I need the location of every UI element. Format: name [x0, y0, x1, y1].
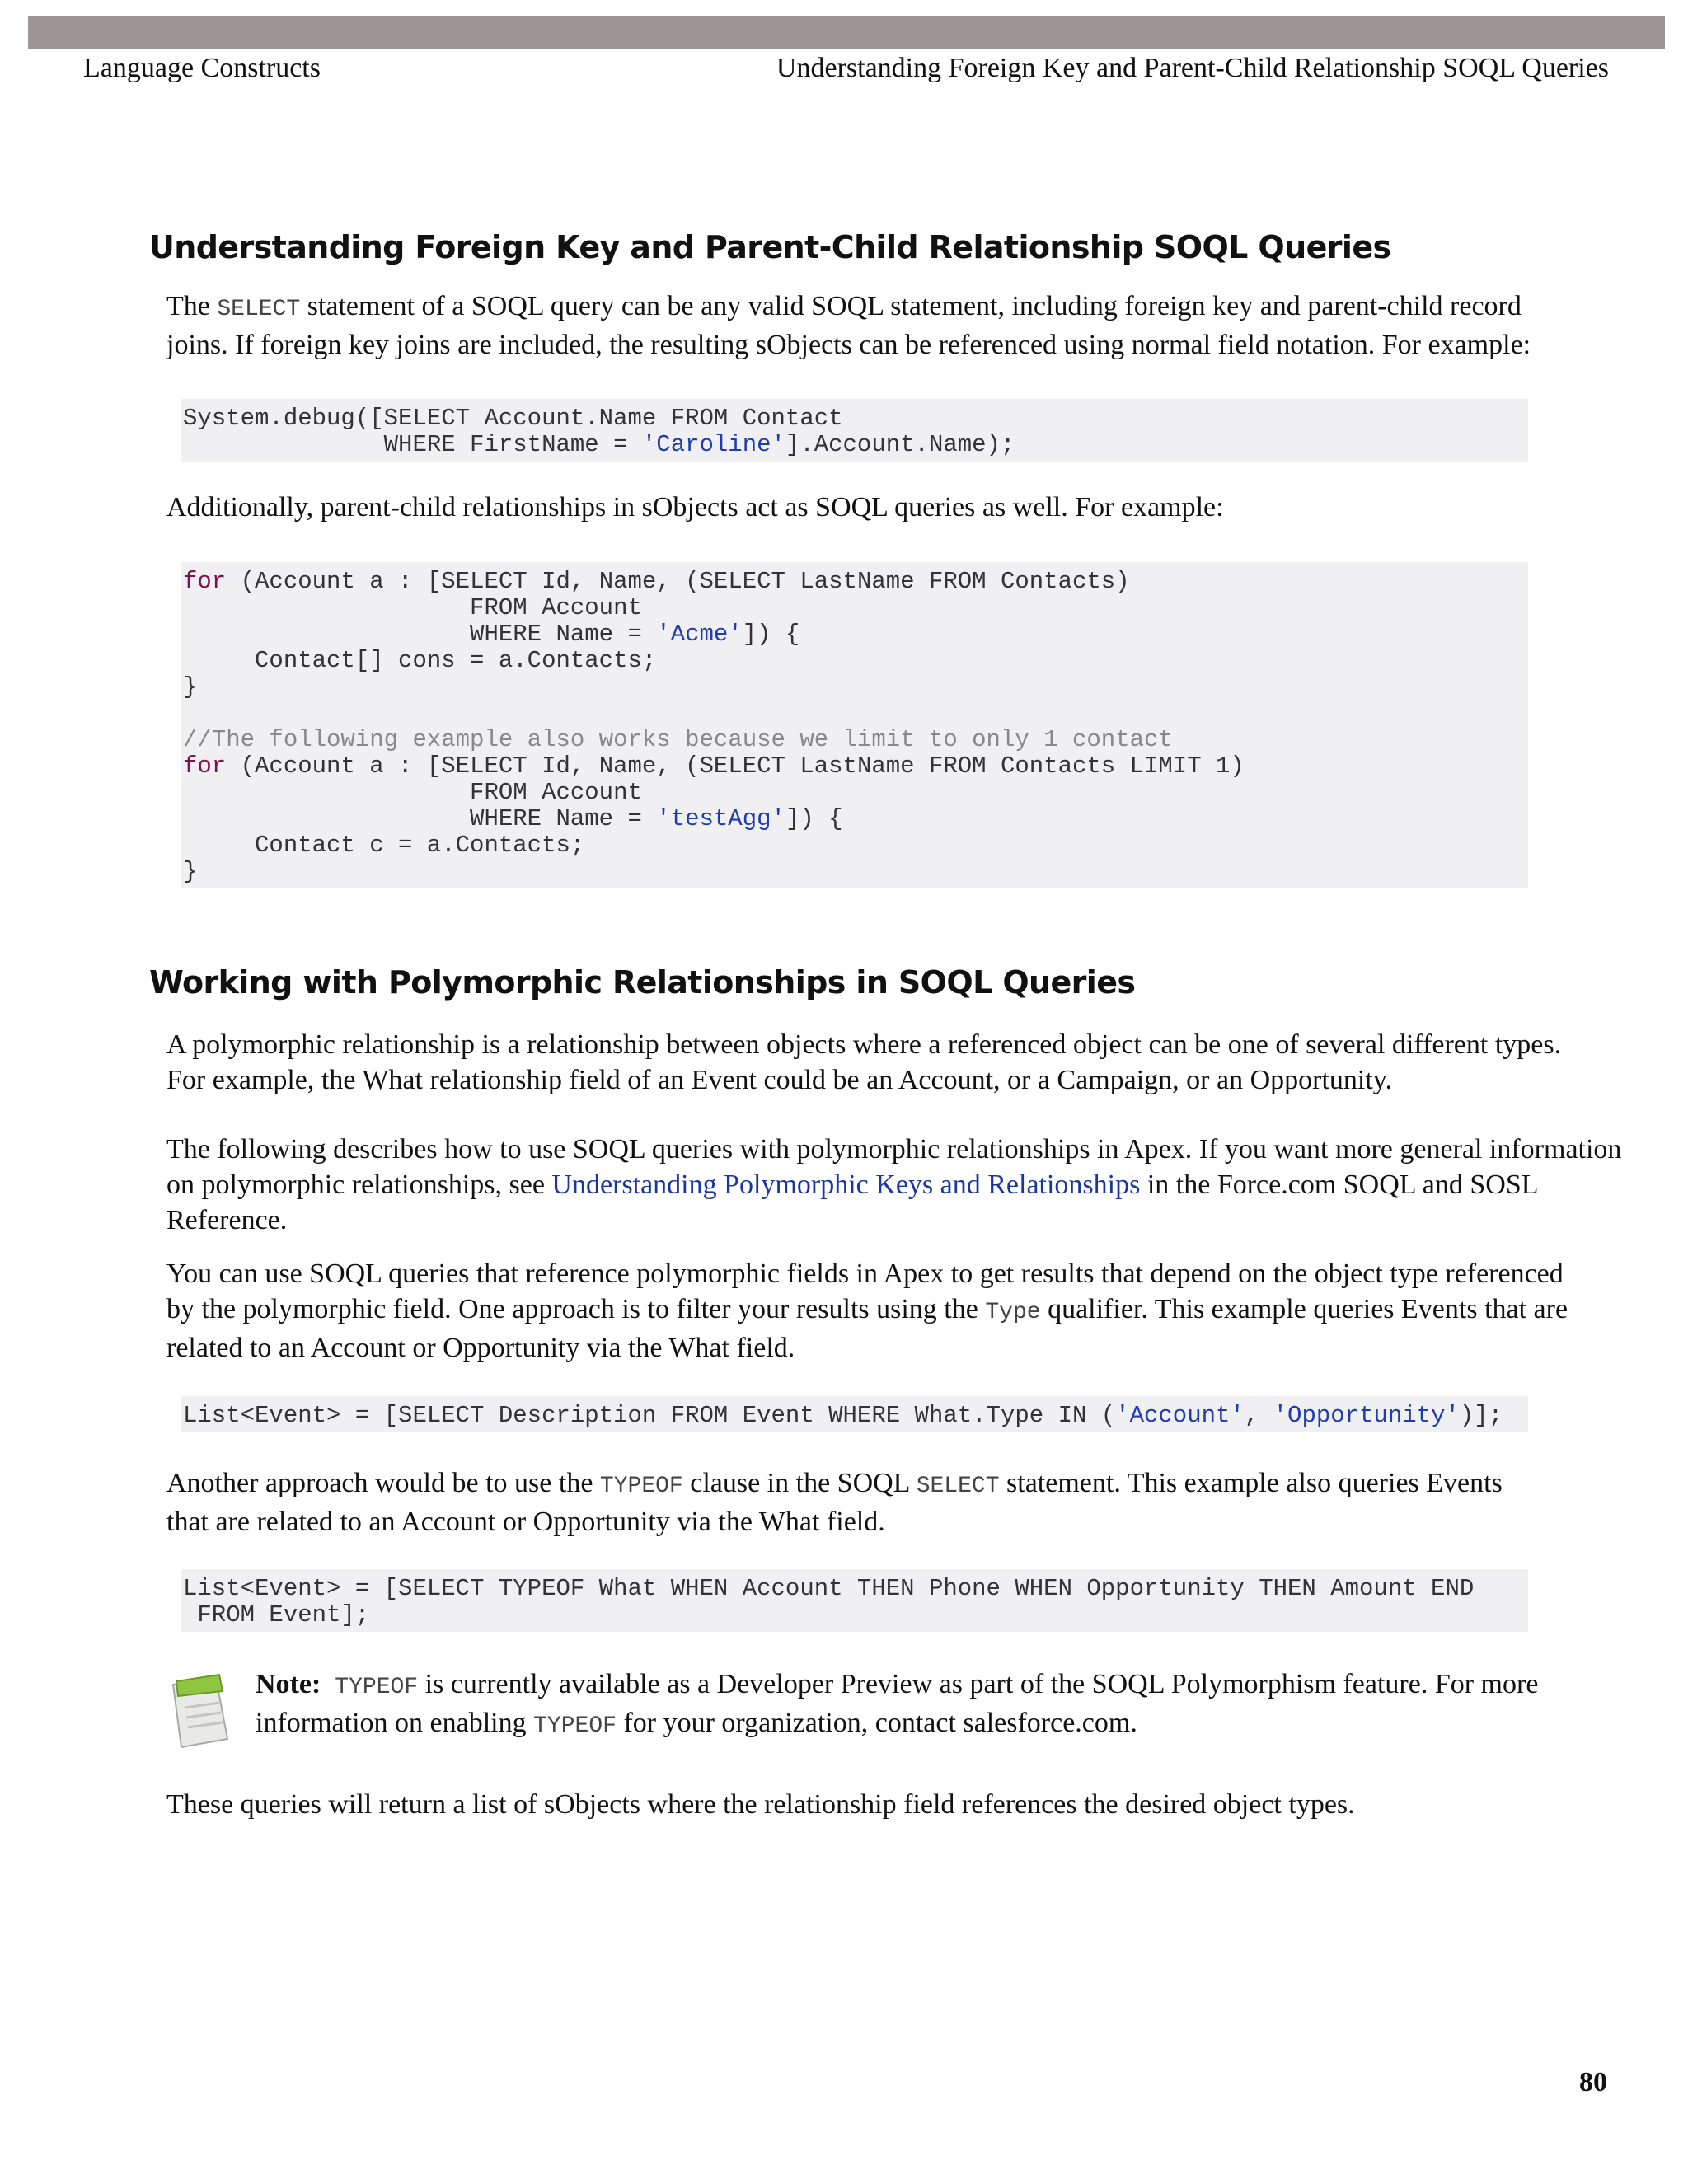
inline-code-typeof-note-2: TYPEOF: [533, 1713, 617, 1739]
code-block-debug: System.debug([SELECT Account.Name FROM Contact WHERE FirstName = 'Caroline'].Account.Name);: [181, 399, 1528, 462]
inline-code-typeof: TYPEOF: [599, 1474, 683, 1499]
code-block-type-in: List<Event> = [SELECT Description FROM Event WHERE What.Type IN ('Account', 'Opportunity')];: [181, 1396, 1528, 1432]
section-heading-polymorphic: Working with Polymorphic Relationships in SOQL Queries: [149, 964, 1136, 1001]
note-label: Note:: [256, 1669, 321, 1699]
paragraph-conclusion: These queries will return a list of sObjects where the relationship field references the desired object types.: [166, 1789, 1355, 1820]
paragraph-polymorphic-apex: The following describes how to use SOQL queries with polymorphic relationships in Apex. If you want more general information on polymorphic relationships, see Understanding Polymorphic Keys and Relationships in the Force.com SOQL and SOSL Reference.: [166, 1134, 1622, 1235]
header-bar: [28, 16, 1665, 49]
paragraph-polymorphic-definition: A polymorphic relationship is a relationship between objects where a referenced object can be one of several different types. For example, the What relationship field of an Event could be an Account, or a Campaign, or an Opportunity.: [166, 1029, 1562, 1095]
inline-code-select: SELECT: [217, 297, 301, 322]
paragraph-type-qualifier: You can use SOQL queries that reference polymorphic fields in Apex to get results that depend on the object type referenced by the polymorphic field. One approach is to filter your results using the Type qualifier. This example queries Events that are related to an Account or Opportunity via the What field.: [166, 1258, 1568, 1363]
running-header-right: Understanding Foreign Key and Parent-Child Relationship SOQL Queries: [776, 53, 1609, 83]
paragraph-select-statement: The SELECT statement of a SOQL query can be any valid SOQL statement, including foreign key and parent-child record joins. If foreign key joins are included, the resulting sObjects can be referenced using normal field notation. For example:: [166, 291, 1531, 360]
code-block-typeof: List<Event> = [SELECT TYPEOF What WHEN Account THEN Phone WHEN Opportunity THEN Amount END FROM Event];: [181, 1569, 1528, 1632]
running-header-left: Language Constructs: [83, 53, 321, 83]
inline-code-type: Type: [985, 1300, 1041, 1325]
inline-code-typeof-note: TYPEOF: [335, 1675, 419, 1700]
section-heading-foreign-key: Understanding Foreign Key and Parent-Child Relationship SOQL Queries: [149, 229, 1391, 265]
page-number: 80: [1579, 2067, 1607, 2097]
note-callout: Note: TYPEOF is currently available as a Developer Preview as part of the SOQL Polymorphism feature. For more information on enabling TYPEOF for your organization, contact salesforce.com.: [256, 1669, 1539, 1739]
code-block-for-loops: for (Account a : [SELECT Id, Name, (SELECT LastName FROM Contacts) FROM Account WHERE Name = 'Acme']) { Contact[] cons = a.Contacts; } //The following example also works because we limit to only 1 contact for (Account a : [SELECT Id, Name, (SELECT LastName FROM Contacts LIMIT 1) FROM Account WHERE Name = 'testAgg']) { Contact c = a.Contacts; }: [181, 562, 1528, 888]
link-polymorphic-keys[interactable]: Understanding Polymorphic Keys and Relationships: [551, 1169, 1141, 1200]
inline-code-select-2: SELECT: [916, 1474, 1000, 1499]
paragraph-typeof-clause: Another approach would be to use the TYPEOF clause in the SOQL SELECT statement. This example also queries Events that are related to an Account or Opportunity via the What field.: [166, 1468, 1503, 1537]
paragraph-parent-child: Additionally, parent-child relationships in sObjects act as SOQL queries as well. For example:: [166, 492, 1224, 523]
note-icon: [168, 1666, 232, 1752]
